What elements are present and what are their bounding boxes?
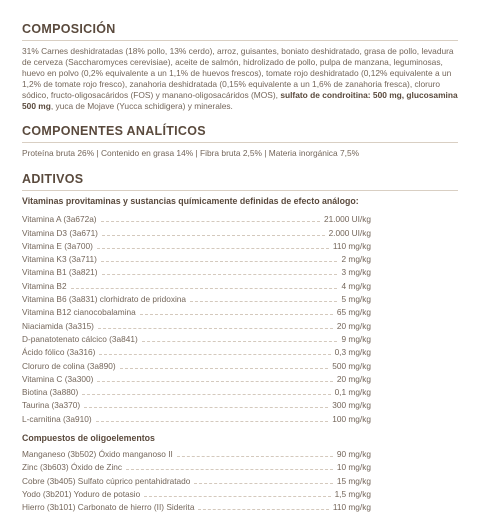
additive-name: Vitamina D3 (3a671) (22, 227, 98, 238)
additive-name: L-carnitina (3a910) (22, 413, 92, 424)
additive-row (22, 331, 371, 344)
additive-name: Vitamina B1 (3a821) (22, 267, 98, 278)
analytics-divider (22, 142, 458, 143)
dotted-leader (84, 407, 328, 408)
dotted-leader (120, 368, 329, 369)
additive-value: 15 mg/kg (336, 475, 371, 486)
additive-value: 65 mg/kg (336, 307, 371, 318)
additive-name: Vitamina B6 (3a831) clorhidrato de pridoxina (22, 294, 187, 305)
additive-row (22, 304, 371, 317)
dotted-leader (144, 496, 330, 497)
additive-value: 2.000 UI/kg (328, 227, 371, 238)
dotted-leader (190, 301, 337, 302)
analytics-text: Proteína bruta 26% | Contenido en grasa 14% | Fibra bruta 2,5% | Materia inorgánica 7,5% (22, 148, 360, 158)
dotted-leader (97, 248, 329, 249)
additive-name: Manganeso (3b502) Óxido manganoso II (22, 449, 173, 460)
additive-name: Taurina (3a370) (22, 400, 81, 411)
additive-value: 20 mg/kg (336, 373, 371, 384)
vitamins-list (22, 211, 371, 424)
additive-value: 500 mg/kg (332, 360, 371, 371)
additive-name: Niaciamida (3a315) (22, 320, 94, 331)
analytics-heading: COMPONENTES ANALÍTICOS (22, 124, 206, 138)
additive-value: 10 mg/kg (336, 462, 371, 473)
additive-value: 110 mg/kg (332, 502, 371, 512)
additives-heading: ADITIVOS (22, 172, 84, 186)
additive-row (22, 277, 371, 290)
trace-elements-heading: Compuestos de oligoelementos (22, 432, 155, 443)
additive-row (22, 317, 371, 330)
additive-value: 9 mg/kg (341, 333, 371, 344)
additive-name: Cloruro de colina (3a890) (22, 360, 116, 371)
additive-name: Vitamina E (3a700) (22, 240, 93, 251)
additive-value: 21.000 UI/kg (323, 214, 371, 225)
additives-divider (22, 190, 458, 191)
dotted-leader (98, 328, 333, 329)
additive-row (22, 384, 371, 397)
additive-value: 110 mg/kg (332, 240, 371, 251)
additive-row (22, 211, 371, 224)
additive-value: 300 mg/kg (332, 400, 371, 411)
additive-row (22, 291, 371, 304)
additive-value: 20 mg/kg (336, 320, 371, 331)
dotted-leader (140, 314, 333, 315)
additive-name: Vitamina A (3a672a) (22, 214, 97, 225)
dotted-leader (177, 456, 333, 457)
additive-value: 0,3 mg/kg (334, 347, 371, 358)
additive-name: Zinc (3b603) Óxido de Zinc (22, 462, 123, 473)
additive-row (22, 459, 371, 472)
composition-text-before: 31% Carnes deshidratadas (18% pollo, 13% cerdo), arroz, guisantes, boniato deshidratado, grasa de pollo, levadura de cerveza (Saccharomyces cerevisiae), aceite de salmón, hidrolizado de pollo, pulpa de manzana, leguminosas, huevo en polvo (0,2% equivalente a un 1,1% de huevos frescos), tomate rojo deshidratado (0,12% equivalente a un 1,2% de tomate rojo fresco), zanahoria deshidratada (0,15% equivalente a un 1,6% de zanahoria fresca), cloruro sódico, fructo-oligosacáridos (FOS) y manano-oligosacáridos (MOS), (22, 46, 454, 100)
composition-text (22, 46, 458, 112)
additive-value: 1,5 mg/kg (334, 488, 371, 499)
dotted-leader (101, 221, 320, 222)
additive-row (22, 397, 371, 410)
additive-value: 90 mg/kg (336, 449, 371, 460)
additive-value: 3 mg/kg (341, 267, 371, 278)
additive-name: Vitamina K3 (3a711) (22, 254, 97, 265)
additive-name: Yodo (3b201) Yoduro de potasio (22, 488, 141, 499)
additive-row (22, 264, 371, 277)
additive-value: 2 mg/kg (341, 254, 371, 265)
additive-row (22, 486, 371, 499)
additive-name: Biotina (3a880) (22, 387, 79, 398)
additive-name: Vitamina B2 (22, 280, 67, 291)
additive-value: 0,1 mg/kg (334, 387, 371, 398)
trace-elements-list (22, 446, 371, 512)
dotted-leader (102, 235, 325, 236)
additive-name: Vitamina B12 cianocobalamina (22, 307, 136, 318)
dotted-leader (126, 469, 333, 470)
additive-row (22, 472, 371, 485)
additive-row (22, 251, 371, 264)
dotted-leader (102, 274, 338, 275)
additive-value: 4 mg/kg (341, 280, 371, 291)
additive-name: Hierro (3b101) Carbonato de hierro (II) Siderita (22, 502, 195, 512)
additive-row (22, 446, 371, 459)
dotted-leader (97, 381, 333, 382)
composition-bold-text: sulfato de condroitina: 500 mg, glucosamina 500 mg (22, 90, 458, 111)
dotted-leader (194, 483, 333, 484)
vitamins-heading: Vitaminas provitaminas y sustancias químicamente definidas de efecto análogo: (22, 196, 359, 206)
composition-divider (22, 40, 458, 41)
additive-name: Vitamina C (3a300) (22, 373, 94, 384)
composition-heading: COMPOSICIÓN (22, 22, 116, 36)
additive-name: D-panatotenato cálcico (3a841) (22, 333, 138, 344)
additive-row (22, 371, 371, 384)
dotted-leader (198, 509, 328, 510)
additive-name: Cobre (3b405) Sulfato cúprico pentahidratado (22, 475, 191, 486)
composition-text-after: , yuca de Mojave (Yucca schidigera) y minerales. (50, 101, 233, 111)
dotted-leader (71, 288, 338, 289)
dotted-leader (99, 354, 330, 355)
additive-row (22, 344, 371, 357)
dotted-leader (96, 421, 329, 422)
additive-value: 5 mg/kg (341, 294, 371, 305)
dotted-leader (142, 341, 338, 342)
dotted-leader (101, 261, 338, 262)
additive-row (22, 224, 371, 237)
additive-row (22, 499, 371, 512)
additive-row (22, 357, 371, 370)
additive-row (22, 410, 371, 423)
additive-name: Ácido fólico (3a316) (22, 347, 96, 358)
dotted-leader (82, 394, 330, 395)
additive-row (22, 238, 371, 251)
additive-value: 100 mg/kg (332, 413, 371, 424)
